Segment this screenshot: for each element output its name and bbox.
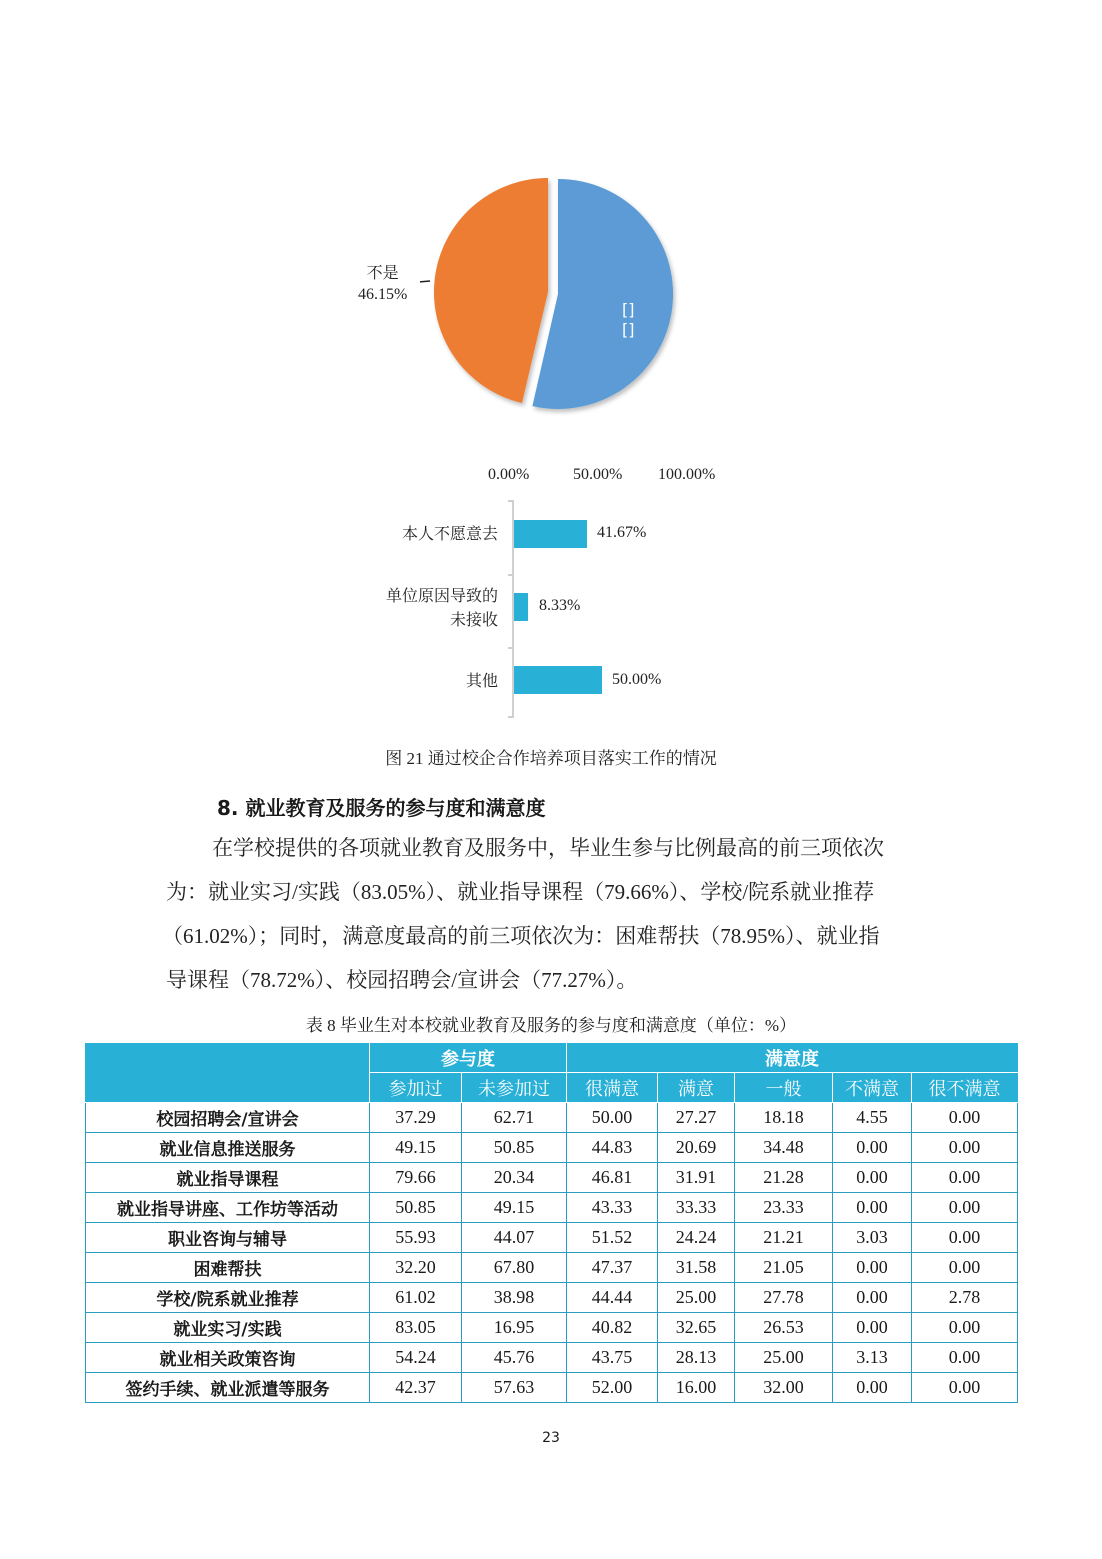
y-axis-tick (508, 574, 513, 576)
table-cell: 34.48 (735, 1133, 833, 1163)
table-cell: 62.71 (462, 1103, 567, 1133)
service-participation-satisfaction-table (85, 1043, 1018, 1403)
page-number: 23 (542, 1430, 560, 1446)
table-cell: 20.69 (658, 1133, 735, 1163)
table-cell: 21.28 (735, 1163, 833, 1193)
table-cell: 83.05 (370, 1313, 462, 1343)
table-cell: 23.33 (735, 1193, 833, 1223)
table-cell: 25.00 (735, 1343, 833, 1373)
table-cell: 31.58 (658, 1253, 735, 1283)
table-cell: 49.15 (370, 1133, 462, 1163)
row-label: 就业信息推送服务 (86, 1133, 370, 1163)
table-cell: 16.95 (462, 1313, 567, 1343)
table-cell: 28.13 (658, 1343, 735, 1373)
table-cell: 26.53 (735, 1313, 833, 1343)
table-cell: 18.18 (735, 1103, 833, 1133)
table-cell: 0.00 (912, 1373, 1018, 1403)
table-caption: 表 8 毕业生对本校就业教育及服务的参与度和满意度（单位：%） (305, 1016, 797, 1035)
bar-category-label-line1: 单位原因导致的 (385, 586, 498, 605)
paragraph-line-2: 为：就业实习/实践（83.05%）、就业指导课程（79.66%）、学校/院系就业推荐 (166, 880, 875, 904)
table-row (86, 1133, 1018, 1163)
table-cell: 40.82 (567, 1313, 658, 1343)
section-heading: 8. 就业教育及服务的参与度和满意度 (217, 796, 546, 820)
table-row (86, 1373, 1018, 1403)
table-cell: 43.75 (567, 1343, 658, 1373)
row-label: 校园招聘会/宣讲会 (86, 1103, 370, 1133)
table-cell: 32.00 (735, 1373, 833, 1403)
row-label: 就业相关政策咨询 (86, 1343, 370, 1373)
table-cell: 50.00 (567, 1103, 658, 1133)
y-axis-tick (508, 500, 513, 502)
table-cell: 49.15 (462, 1193, 567, 1223)
row-label: 学校/院系就业推荐 (86, 1283, 370, 1313)
pie-leader-line (420, 281, 430, 283)
bar-单位原因导致的未接收 (514, 593, 528, 621)
x-tick-0: 0.00% (488, 466, 530, 483)
table-row (86, 1313, 1018, 1343)
pie-slice-no (434, 178, 548, 403)
table-cell: 0.00 (833, 1193, 912, 1223)
table-cell: 47.37 (567, 1253, 658, 1283)
table-cell: 0.00 (912, 1343, 1018, 1373)
table-cell: 3.13 (833, 1343, 912, 1373)
table-cell: 57.63 (462, 1373, 567, 1403)
table-corner-cell (86, 1043, 370, 1103)
bar-category-label (386, 584, 498, 632)
table-cell: 42.37 (370, 1373, 462, 1403)
table-cell: 2.78 (912, 1283, 1018, 1313)
bar-value: 41.67% (597, 524, 647, 541)
table-cell: 51.52 (567, 1223, 658, 1253)
column-header: 满意 (658, 1073, 735, 1103)
table-cell: 0.00 (912, 1223, 1018, 1253)
table-cell: 32.20 (370, 1253, 462, 1283)
x-tick-100: 100.00% (658, 466, 716, 483)
x-tick-50: 50.00% (573, 466, 623, 483)
column-header: 很不满意 (912, 1073, 1018, 1103)
table-cell: 0.00 (833, 1133, 912, 1163)
table-cell: 0.00 (912, 1193, 1018, 1223)
y-axis-tick (508, 647, 513, 649)
table-cell: 16.00 (658, 1373, 735, 1403)
table-cell: 32.65 (658, 1313, 735, 1343)
table-cell: 0.00 (833, 1373, 912, 1403)
bar-category-label: 本人不愿意去 (401, 524, 498, 543)
table-body (86, 1103, 1018, 1403)
table-row (86, 1163, 1018, 1193)
row-label: 困难帮扶 (86, 1253, 370, 1283)
column-header: 一般 (735, 1073, 833, 1103)
pie-slice-yes (532, 179, 673, 409)
table-row (86, 1283, 1018, 1313)
table-cell: 38.98 (462, 1283, 567, 1313)
row-label: 就业指导课程 (86, 1163, 370, 1193)
table-cell: 55.93 (370, 1223, 462, 1253)
table-cell: 54.24 (370, 1343, 462, 1373)
row-label: 签约手续、就业派遣等服务 (86, 1373, 370, 1403)
table-cell: 0.00 (833, 1313, 912, 1343)
table-cell: 27.78 (735, 1283, 833, 1313)
paragraph-line-1: 在学校提供的各项就业教育及服务中，毕业生参与比例最高的前三项依次 (212, 836, 884, 860)
table-cell: 0.00 (912, 1103, 1018, 1133)
table-cell: 61.02 (370, 1283, 462, 1313)
pie-label-yes-line2: [] (622, 320, 635, 339)
bar-category-label-line2: 未接收 (449, 610, 498, 629)
table-cell: 0.00 (912, 1133, 1018, 1163)
bar-其他 (514, 666, 602, 694)
table-cell: 3.03 (833, 1223, 912, 1253)
table-cell: 33.33 (658, 1193, 735, 1223)
table-cell: 20.34 (462, 1163, 567, 1193)
table-row (86, 1223, 1018, 1253)
row-label: 就业实习/实践 (86, 1313, 370, 1343)
pie-chart (420, 176, 680, 416)
table-cell: 37.29 (370, 1103, 462, 1133)
table-group-header-row (86, 1043, 1018, 1073)
bar-value: 50.00% (612, 671, 662, 688)
table-cell: 0.00 (833, 1253, 912, 1283)
table-cell: 31.91 (658, 1163, 735, 1193)
table-cell: 24.24 (658, 1223, 735, 1253)
pie-label-no-text: 不是 (366, 263, 399, 282)
row-label: 职业咨询与辅导 (86, 1223, 370, 1253)
table-cell: 21.05 (735, 1253, 833, 1283)
table-cell: 27.27 (658, 1103, 735, 1133)
table-cell: 45.76 (462, 1343, 567, 1373)
row-label: 就业指导讲座、工作坊等活动 (86, 1193, 370, 1223)
table-cell: 43.33 (567, 1193, 658, 1223)
bar-value: 8.33% (539, 597, 581, 614)
bar-本人不愿意去 (514, 520, 587, 548)
paragraph-line-4: 导课程（78.72%）、校园招聘会/宣讲会（77.27%）。 (166, 968, 638, 992)
pie-label-no-value: 46.15% (358, 286, 408, 303)
table-cell: 44.07 (462, 1223, 567, 1253)
table-cell: 50.85 (370, 1193, 462, 1223)
pie-label-no (358, 262, 407, 306)
column-header: 参加过 (370, 1073, 462, 1103)
paragraph-line-3: （61.02%）；同时，满意度最高的前三项依次为：困难帮扶（78.95%）、就业指 (162, 924, 880, 948)
pie-chart-graphic (420, 176, 680, 416)
table-cell: 50.85 (462, 1133, 567, 1163)
table-row (86, 1193, 1018, 1223)
table-cell: 0.00 (833, 1283, 912, 1313)
table-cell: 44.44 (567, 1283, 658, 1313)
table-cell: 25.00 (658, 1283, 735, 1313)
figure-caption: 图 21 通过校企合作培养项目落实工作的情况 (385, 749, 717, 768)
table-cell: 79.66 (370, 1163, 462, 1193)
table-cell: 0.00 (912, 1313, 1018, 1343)
table-cell: 21.21 (735, 1223, 833, 1253)
table-cell: 4.55 (833, 1103, 912, 1133)
table-cell: 46.81 (567, 1163, 658, 1193)
table-cell: 0.00 (833, 1163, 912, 1193)
bar-category-label: 其他 (465, 671, 498, 690)
column-header: 未参加过 (462, 1073, 567, 1103)
table-cell: 52.00 (567, 1373, 658, 1403)
group-header-satisfaction: 满意度 (567, 1043, 1018, 1073)
pie-label-yes-line1: [] (622, 300, 635, 319)
group-header-participation: 参与度 (370, 1043, 567, 1073)
table-cell: 44.83 (567, 1133, 658, 1163)
table-row (86, 1343, 1018, 1373)
pie-label-yes (622, 300, 634, 340)
y-axis-tick (508, 716, 513, 718)
table-cell: 67.80 (462, 1253, 567, 1283)
table-cell: 0.00 (912, 1163, 1018, 1193)
table-cell: 0.00 (912, 1253, 1018, 1283)
bar-chart (360, 460, 740, 725)
table-row (86, 1103, 1018, 1133)
column-header: 不满意 (833, 1073, 912, 1103)
table-row (86, 1253, 1018, 1283)
column-header: 很满意 (567, 1073, 658, 1103)
